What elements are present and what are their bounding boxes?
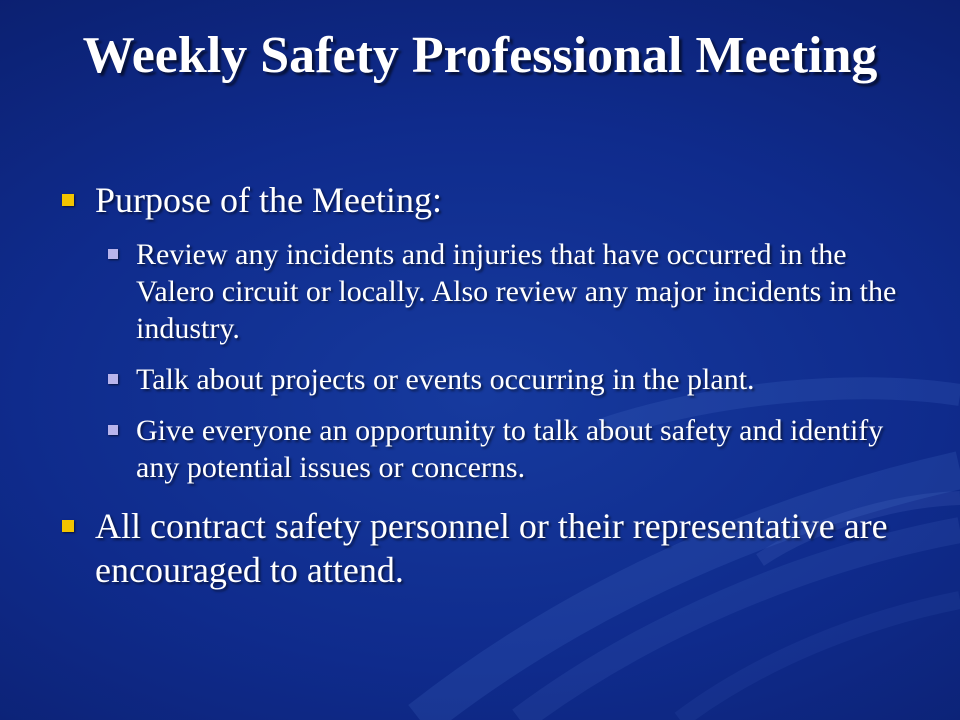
slide-body bbox=[60, 178, 920, 592]
bullet-purpose bbox=[60, 178, 920, 222]
bullet-text: Purpose of the Meeting: bbox=[95, 180, 442, 220]
square-bullet-icon bbox=[108, 425, 118, 435]
sub-bullet-text: Give everyone an opportunity to talk about safety and identify any potential issues or concerns. bbox=[136, 414, 884, 484]
sub-bullet-text: Talk about projects or events occurring in the plant. bbox=[136, 363, 755, 396]
sub-bullet-review bbox=[107, 236, 920, 347]
square-bullet-icon bbox=[62, 194, 74, 206]
square-bullet-icon bbox=[62, 520, 74, 532]
sub-bullet-give-opportunity bbox=[107, 412, 920, 486]
sub-bullet-text: Review any incidents and injuries that have occurred in the Valero circuit or locally. Also review any major incidents in the industry. bbox=[136, 238, 897, 345]
bullet-text: All contract safety personnel or their representative are encouraged to attend. bbox=[95, 506, 888, 590]
square-bullet-icon bbox=[108, 374, 118, 384]
slide-title: Weekly Safety Professional Meeting bbox=[82, 27, 878, 84]
bullet-attendance bbox=[60, 504, 920, 592]
sub-bullet-talk-projects bbox=[107, 361, 920, 398]
square-bullet-icon bbox=[108, 249, 118, 259]
